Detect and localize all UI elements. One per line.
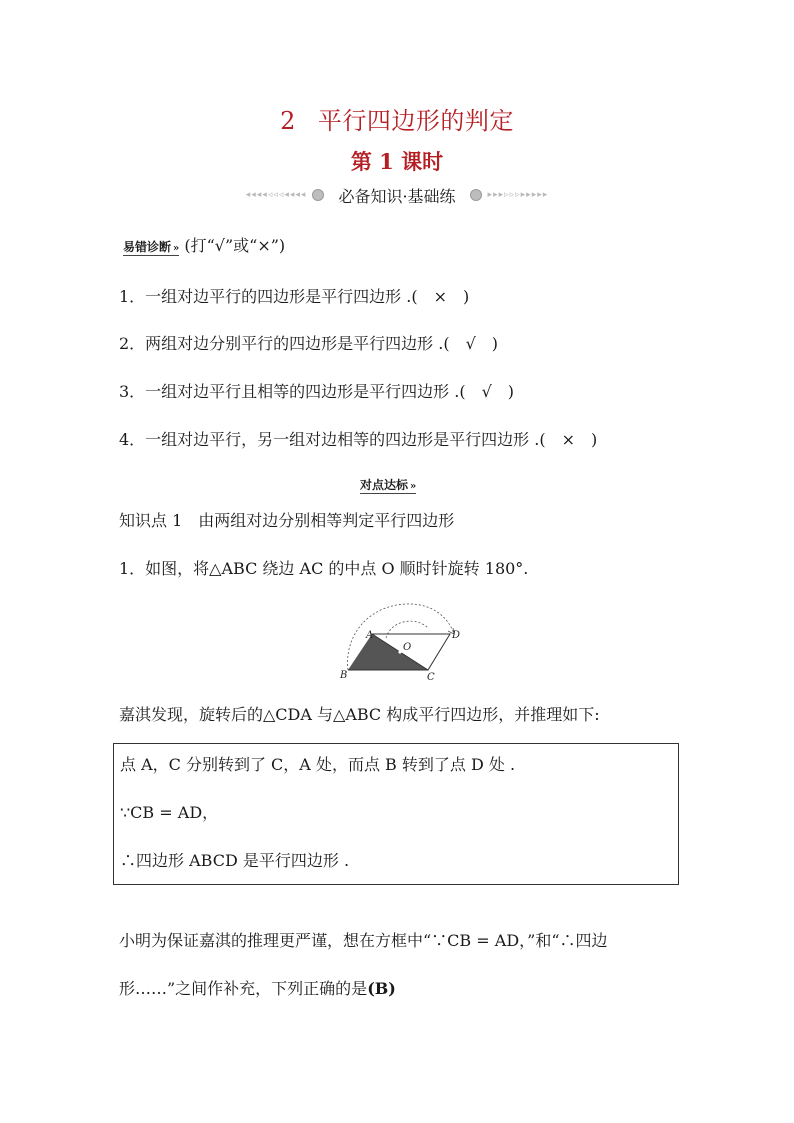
label-c: C [427,672,435,680]
practice-tag: 对点达标 » [360,478,417,492]
section-label: 必备知识·基础练 [338,186,456,206]
diagnosis-item: 3．一组对边平行且相等的四边形是平行四边形 .( √ ) [119,382,515,401]
right-dot-icon [470,189,482,201]
diagnosis-header [123,233,285,256]
diagnosis-tag: 易错诊断 » [123,240,180,254]
diagnosis-item: 2．两组对边分别平行的四边形是平行四边形 .( √ ) [119,334,499,353]
point-o [398,650,401,653]
label-b: B [340,670,348,680]
parallelogram-figure [336,598,466,680]
reasoning-box [113,743,679,885]
intro-text: 嘉淇发现，旋转后的△CDA 与△ABC 构成平行四边形，并推理如下: [119,705,600,724]
lesson-subtitle: 第 1 课时 [350,149,444,174]
practice-header [360,474,416,493]
chapter-title: 平行四边形的判定 [317,107,514,135]
label-a: A [366,630,374,641]
chapter-number: 2 [280,107,296,135]
paragraph-line-2: 形……”之间作补充，下列正确的是(B) [119,979,396,998]
diagnosis-item: 1．一组对边平行的四边形是平行四边形 .( × ) [119,287,470,306]
diagnosis-instruction: (打“√”或“×”) [184,236,286,255]
page-title [0,101,794,136]
diagnosis-item: 4．一组对边平行，另一组对边相等的四边形是平行四边形 .( × ) [119,430,598,449]
question-text: 1．如图，将△ABC 绕边 AC 的中点 O 顺时针旋转 180°. [119,559,529,578]
triangle-abc-shaded [348,634,428,670]
rotation-arc-inner [386,621,428,638]
paragraph-line-1: 小明为保证嘉淇的推理更严谨，想在方框中“∵CB = AD，”和“∴四边 [119,931,608,950]
answer-choice: (B) [367,979,396,998]
left-arrows-icon: ◂◂◂◂◃◃◃◂◂◂◂ [245,190,307,200]
box-line: ∵CB = AD， [120,803,219,822]
label-d: D [452,630,461,641]
label-o: O [403,642,412,653]
left-dot-icon [312,189,324,201]
box-line: 点 A，C 分别转到了 C，A 处，而点 B 转到了点 D 处 . [120,755,516,774]
knowledge-point: 知识点 1 由两组对边分别相等判定平行四边形 [119,511,455,530]
box-line: ∴四边形 ABCD 是平行四边形 . [120,851,350,870]
right-arrows-icon: ▸▸▸▹▹▹▸▸▸▸▸ [487,190,549,200]
section-divider [230,184,564,206]
